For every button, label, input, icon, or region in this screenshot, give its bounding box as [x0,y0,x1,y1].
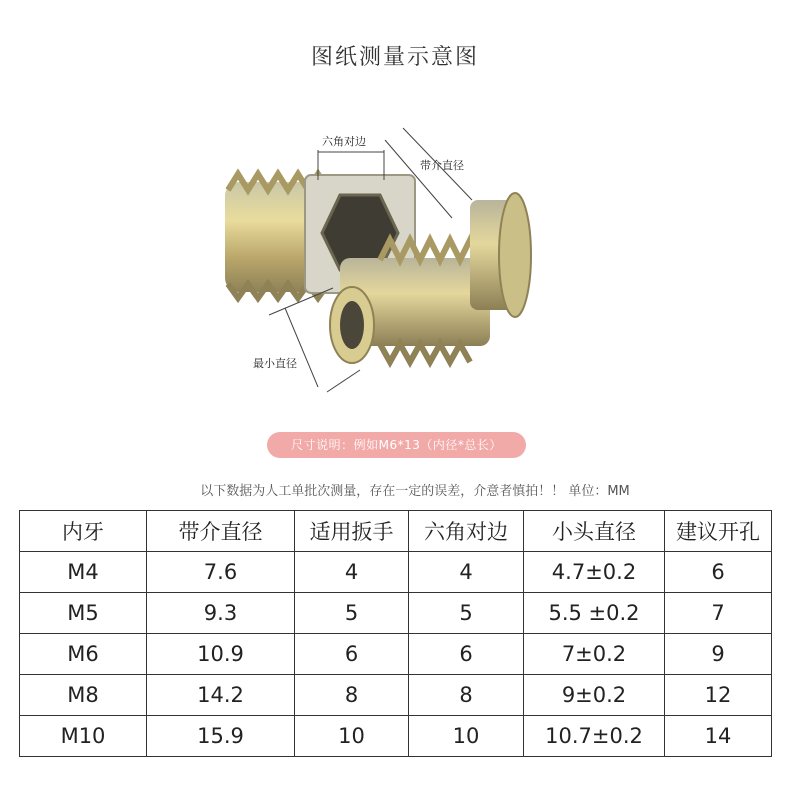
table-cell: 10.7±0.2 [524,716,665,757]
table-header-row [20,511,772,552]
spec-table [19,510,772,757]
table-cell: 7 [665,593,772,634]
table-cell: 14.2 [147,675,295,716]
table-cell: M10 [20,716,147,757]
table-cell: 14 [665,716,772,757]
min-diameter-label: 最小直径 [253,357,297,370]
table-cell: 6 [409,634,524,675]
table-cell: 7.6 [147,552,295,593]
table-row [20,716,772,757]
hex-across-label: 六角对边 [322,135,366,148]
table-cell: M4 [20,552,147,593]
header-cell: 建议开孔 [665,511,772,552]
table-cell: M6 [20,634,147,675]
table-cell: 9±0.2 [524,675,665,716]
header-cell: 带介直径 [147,511,295,552]
table-cell: 9 [665,634,772,675]
table-cell: 9.3 [147,593,295,634]
page-title: 图纸测量示意图 [310,45,479,70]
table-cell: 8 [295,675,409,716]
table-cell: 4 [295,552,409,593]
flange-diameter-label: 带介直径 [420,159,464,172]
table-cell: 10 [295,716,409,757]
table-cell: 5 [409,593,524,634]
table-cell: 15.9 [147,716,295,757]
table-cell: 10 [409,716,524,757]
header-cell: 小头直径 [524,511,665,552]
table-row [20,593,772,634]
table-cell: 4.7±0.2 [524,552,665,593]
table-cell: 4 [409,552,524,593]
header-cell: 六角对边 [409,511,524,552]
table-cell: M8 [20,675,147,716]
header-cell: 内牙 [20,511,147,552]
table-cell: 5.5 ±0.2 [524,593,665,634]
table-cell: 6 [295,634,409,675]
table-cell: M5 [20,593,147,634]
size-note-banner: 尺寸说明：例如M6*13（内径*总长） [267,432,526,458]
table-cell: 12 [665,675,772,716]
table-cell: 5 [295,593,409,634]
table-row [20,675,772,716]
table-row [20,552,772,593]
table-cell: 10.9 [147,634,295,675]
table-cell: 8 [409,675,524,716]
measurement-note: 以下数据为人工单批次测量，存在一定的误差，介意者慎拍！！ 单位：MM [200,484,630,499]
table-cell: 7±0.2 [524,634,665,675]
table-cell: 6 [665,552,772,593]
table-row [20,634,772,675]
header-cell: 适用扳手 [295,511,409,552]
